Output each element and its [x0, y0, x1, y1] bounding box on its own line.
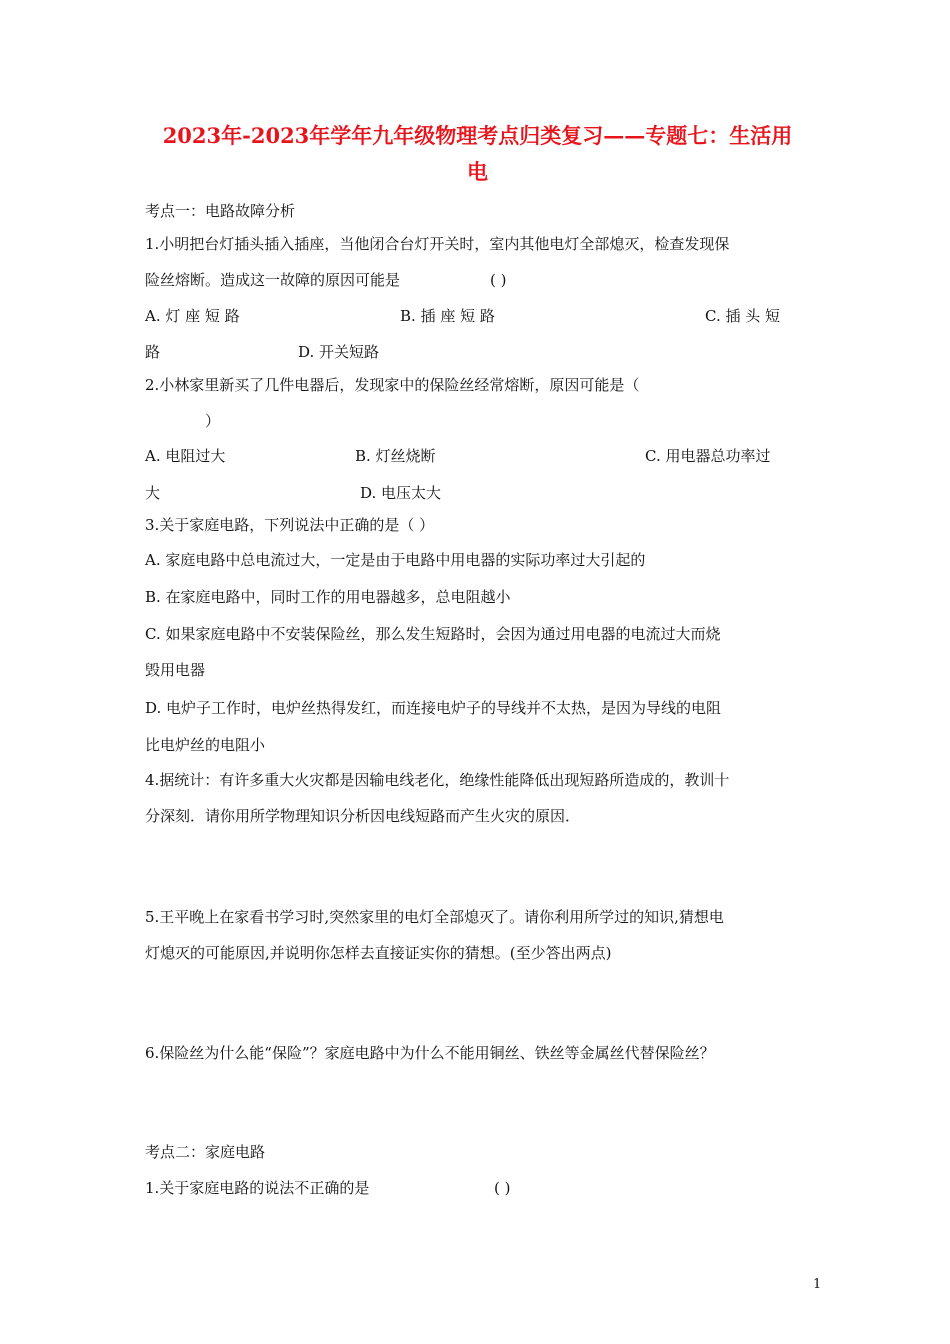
q4-line-2: 分深刻．请你用所学物理知识分析因电线短路而产生火灾的原因．: [145, 807, 581, 825]
q1-option-d: D. 开关短路: [298, 343, 380, 361]
q3-option-c-continued: 毁用电器: [145, 661, 206, 679]
q5-line-1: 5.王平晚上在家看书学习时,突然家里的电灯全部熄灭了。请你利用所学过的知识,猜想电: [145, 908, 724, 926]
q7-line-1: 1.关于家庭电路的说法不正确的是: [145, 1179, 370, 1197]
q3-option-b: B. 在家庭电路中，同时工作的用电器越多，总电阻越小: [145, 588, 511, 606]
title-line-2: 电: [467, 159, 488, 184]
q1-option-c-continued: 路: [145, 343, 161, 361]
q1-line-2: 险丝熔断。造成这一故障的原因可能是: [145, 271, 401, 289]
q3-option-d-continued: 比电炉丝的电阻小: [145, 736, 266, 754]
q2-option-c: C. 用电器总功率过: [645, 447, 771, 465]
title-line-1: 2023年-2023年学年九年级物理考点归类复习——专题七：生活用: [162, 123, 793, 148]
q6-line-1: 6.保险丝为什么能“保险”？家庭电路中为什么不能用铜丝、铁丝等金属丝代替保险丝？: [145, 1044, 715, 1062]
q3-line-1: 3.关于家庭电路，下列说法中正确的是（ ）: [145, 516, 435, 534]
q7-bracket: ( ): [494, 1179, 511, 1197]
q2-option-b: B. 灯丝烧断: [355, 447, 436, 465]
page-number: 1: [813, 1277, 822, 1292]
q1-option-b: B. 插 座 短 路: [400, 307, 495, 325]
document-title: [140, 118, 815, 190]
q2-line-1: 2.小林家里新买了几件电器后，发现家中的保险丝经常熔断，原因可能是（: [145, 376, 640, 394]
q1-bracket: ( ): [490, 271, 507, 289]
q2-option-d: D. 电压太大: [360, 484, 442, 502]
q2-option-a: A. 电阻过大: [145, 447, 226, 465]
section-heading-1: 考点一：电路故障分析: [145, 202, 296, 220]
q3-option-d: D. 电炉子工作时，电炉丝热得发红，而连接电炉子的导线并不太热，是因为导线的电阻: [145, 699, 722, 717]
q2-line-2: ）: [205, 412, 221, 430]
q4-line-1: 4.据统计：有许多重大火灾都是因输电线老化，绝缘性能降低出现短路所造成的，教训十: [145, 771, 730, 789]
q1-line-1: 1.小明把台灯插头插入插座，当他闭合台灯开关时，室内其他电灯全部熄灭，检查发现保: [145, 235, 730, 253]
q1-option-c: C. 插 头 短: [705, 307, 781, 325]
q3-option-a: A. 家庭电路中总电流过大，一定是由于电路中用电器的实际功率过大引起的: [145, 551, 646, 569]
q5-line-2: 灯熄灭的可能原因,并说明你怎样去直接证实你的猜想。(至少答出两点): [145, 944, 612, 962]
section-heading-2: 考点二：家庭电路: [145, 1143, 266, 1161]
q3-option-c: C. 如果家庭电路中不安装保险丝，那么发生短路时，会因为通过用电器的电流过大而烧: [145, 625, 721, 643]
q1-option-a: A. 灯 座 短 路: [145, 307, 240, 325]
q2-option-c-continued: 大: [145, 484, 161, 502]
